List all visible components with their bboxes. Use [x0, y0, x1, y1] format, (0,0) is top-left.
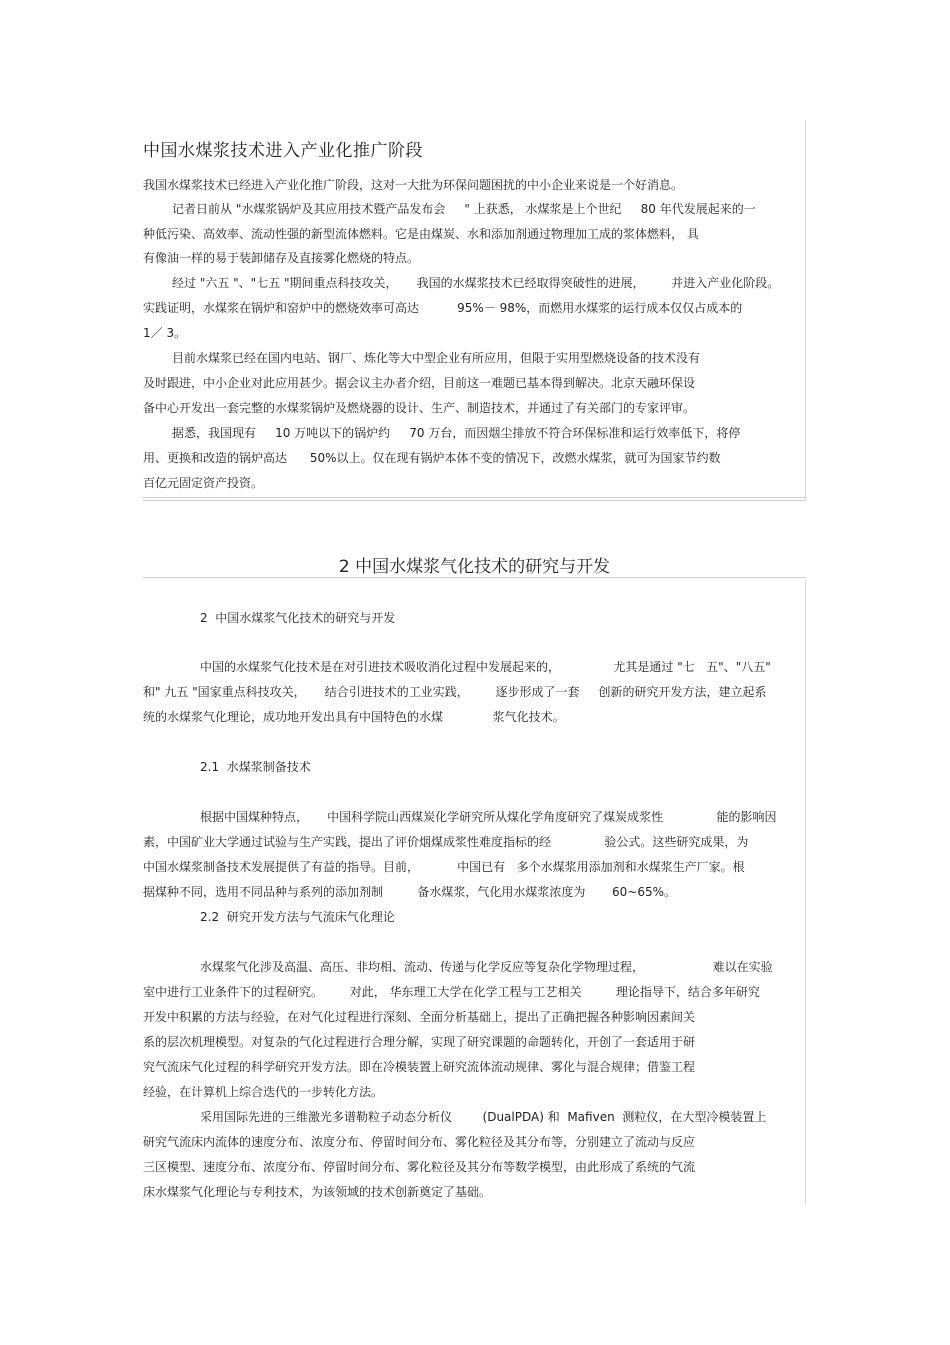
paragraph-line: 目前水煤浆已经在国内电站、钢厂、炼化等大中型企业有所应用，但限于实用型燃烧设备的技术没有 [172, 351, 701, 365]
paragraph-line: 据煤种不同，选用不同品种与系列的添加剂制 备水煤浆，气化用水煤浆浓度为 60~65%。 [143, 885, 677, 899]
paragraph-line: 经验，在计算机上综合迭代的一步转化方法。 [143, 1085, 384, 1099]
paragraph-line: 据悉，我国现有 10 万吨以下的锅炉约 70 万台，而因烟尘排放不符合环保标准和运行效率低下，将停 [172, 426, 741, 440]
paragraph-line: 中国的水煤浆气化技术是在对引进技术吸收消化过程中发展起来的， 尤其是通过 "七 五"、"八五" [200, 660, 771, 674]
section-divider [143, 500, 806, 501]
paragraph-line: 究气流床气化过程的科学研究开发方法。即在冷模装置上研究流体流动规律、雾化与混合规律；借鉴工程 [143, 1060, 696, 1074]
paragraph-line: 备中心开发出一套完整的水煤浆锅炉及燃烧器的设计、生产、制造技术，并通过了有关部门的专家评审。 [143, 401, 696, 415]
paragraph-line: 及时跟进，中小企业对此应用甚少。据会议主办者介绍，目前这一难题已基本得到解决。北京天融环保设 [143, 376, 696, 390]
paragraph-line: 系的层次机理模型。对复杂的气化过程进行合理分解，实现了研究课题的命题转化，开创了一套适用于研 [143, 1035, 696, 1049]
paragraph-line: 中国水煤浆制备技术发展提供了有益的指导。目前， 中国已有 多个水煤浆用添加剂和水煤浆生产厂家。根 [143, 860, 745, 874]
section-title: 2 中国水煤浆气化技术的研究与开发 [338, 557, 611, 577]
paragraph-line: 开发中积累的方法与经验，在对气化过程进行深刻、全面分析基础上，提出了正确把握各种影响因素间关 [143, 1010, 696, 1024]
paragraph-line: 百亿元固定资产投资。 [143, 476, 264, 490]
paragraph-line: 记者日前从 "水煤浆锅炉及其应用技术暨产品发布会 " 上获悉， 水煤浆是上个世纪 80 年代发展起来的一 [172, 202, 756, 216]
paragraph-line: 种低污染、高效率、流动性强的新型流体燃料。它是由煤炭、水和添加剂通过物理加工成的浆体燃料， 具 [143, 227, 699, 241]
paragraph-line: 用、更换和改造的锅炉高达 50%以上。仅在现有锅炉本体不变的情况下，改燃水煤浆，就可为国家节约数 [143, 451, 721, 465]
page-border-right [805, 120, 806, 500]
paragraph-line: 我国水煤浆技术已经进入产业化推广阶段，这对一大批为环保问题困扰的中小企业来说是一个好消息。 [143, 178, 684, 192]
paragraph-line: 1／ 3。 [143, 326, 187, 340]
paragraph-line: 和" 九五 "国家重点科技攻关， 结合引进技术的工业实践， 逐步形成了一套 创新的研究开发方法，建立起系 [143, 685, 767, 699]
article-title: 中国水煤浆技术进入产业化推广阶段 [143, 141, 423, 161]
section-divider [143, 497, 806, 498]
paragraph-line: 经过 "六五 "、"七五 "期间重点科技攻关， 我国的水煤浆技术已经取得突破性的进展， 并进入产业化阶段。 [172, 276, 780, 290]
paragraph-line: 三区模型、速度分布、浓度分布、停留时间分布、雾化粒径及其分布等数学模型，由此形成了系统的气流 [143, 1160, 696, 1174]
paragraph-line: 统的水煤浆气化理论，成功地开发出具有中国特色的水煤 浆气化技术。 [143, 710, 565, 724]
subsection-heading: 2.2 研究开发方法与气流床气化理论 [200, 910, 395, 924]
paragraph-line: 素，中国矿业大学通过试验与生产实践，提出了评价烟煤成浆性难度指标的经 验公式。这些研究成果，为 [143, 835, 749, 849]
section-divider [143, 577, 806, 578]
paragraph-line: 床水煤浆气化理论与专利技术，为该领域的技术创新奠定了基础。 [143, 1185, 492, 1199]
paragraph-line: 研究气流床内流体的速度分布、浓度分布、停留时间分布、雾化粒径及其分布等，分别建立了流动与反应 [143, 1135, 696, 1149]
subsection-heading: 2 中国水煤浆气化技术的研究与开发 [200, 611, 396, 625]
subsection-heading: 2.1 水煤浆制备技术 [200, 760, 311, 774]
paragraph-line: 水煤浆气化涉及高温、高压、非均相、流动、传递与化学反应等复杂化学物理过程， 难以在实验 [200, 960, 773, 974]
paragraph-line: 实践证明，水煤浆在锅炉和窑炉中的燃烧效率可高达 95%－ 98%，而燃用水煤浆的运行成本仅仅占成本的 [143, 301, 743, 315]
paragraph-line: 根据中国煤种特点， 中国科学院山西煤炭化学研究所从煤化学角度研究了煤炭成浆性 能的影响因 [200, 810, 777, 824]
paragraph-line: 采用国际先进的三维激光多谱勒粒子动态分析仪 (DualPDA) 和 Mafiven 测粒仪，在大型冷模装置上 [200, 1110, 767, 1124]
paragraph-line: 有像油一样的易于装卸储存及直接雾化燃烧的特点。 [143, 251, 420, 265]
page-border-right-lower [805, 580, 806, 1205]
paragraph-line: 室中进行工业条件下的过程研究。 对此， 华东理工大学在化学工程与工艺相关 理论指导下，结合多年研究 [143, 985, 760, 999]
